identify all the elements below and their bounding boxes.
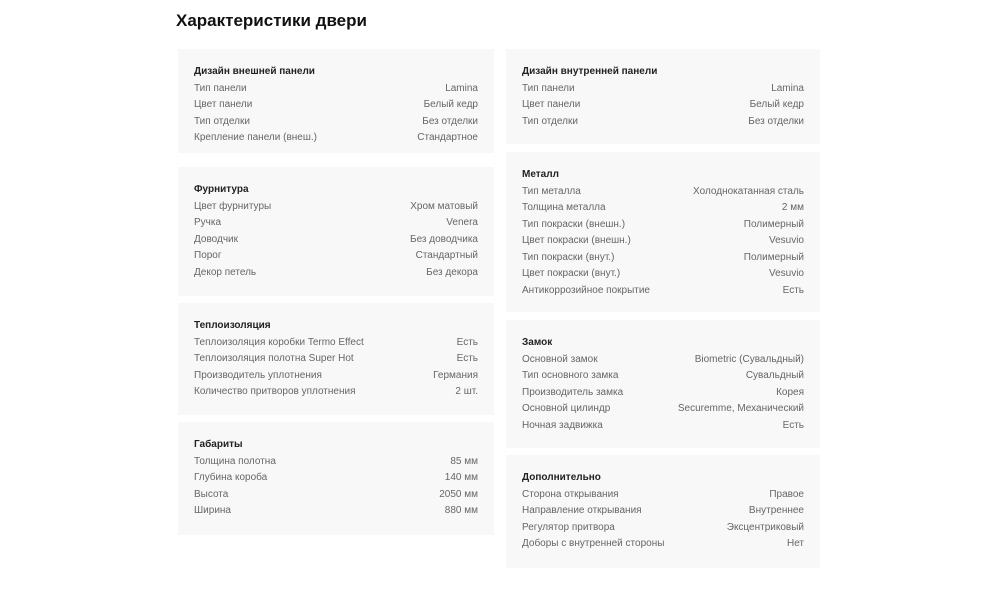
spec-label: Ручка xyxy=(194,217,222,229)
spec-label: Доборы с внутренней стороны xyxy=(522,538,665,550)
spec-label: Тип отделки xyxy=(522,115,578,127)
spec-row xyxy=(522,503,804,520)
spec-row xyxy=(522,249,804,266)
spec-label: Сторона открывания xyxy=(522,488,619,500)
section-insulation xyxy=(178,303,494,415)
spec-row xyxy=(522,384,804,401)
section-title: Дизайн внутренней панели xyxy=(522,66,658,77)
spec-row xyxy=(522,536,804,553)
spec-row xyxy=(194,334,478,351)
section-hardware xyxy=(178,167,494,296)
spec-label: Тип панели xyxy=(522,82,575,94)
spec-row xyxy=(522,486,804,503)
spec-value: Нет xyxy=(786,538,804,550)
spec-label: Крепление панели (внеш.) xyxy=(194,132,317,144)
spec-label: Толщина полотна xyxy=(194,455,276,467)
spec-row xyxy=(194,231,478,248)
spec-label: Цвет покраски (внешн.) xyxy=(522,235,631,247)
spec-row xyxy=(194,80,478,97)
spec-label: Тип покраски (внут.) xyxy=(522,251,615,263)
spec-label: Регулятор притвора xyxy=(522,521,615,533)
spec-value: 140 мм xyxy=(444,472,478,484)
spec-row xyxy=(522,368,804,385)
section-additional xyxy=(506,455,820,568)
spec-label: Глубина короба xyxy=(194,472,268,484)
spec-label: Порог xyxy=(194,250,222,262)
spec-value: 85 мм xyxy=(450,455,478,467)
page-title: Характеристики двери xyxy=(176,11,367,30)
spec-row xyxy=(522,183,804,200)
section-title: Габариты xyxy=(194,439,243,450)
spec-row xyxy=(522,519,804,536)
spec-row xyxy=(522,351,804,368)
spec-label: Направление открывания xyxy=(522,505,642,517)
spec-value: Белый кедр xyxy=(749,99,804,111)
section-title: Дизайн внешней панели xyxy=(194,66,315,77)
spec-label: Толщина металла xyxy=(522,202,606,214)
spec-value: 2 мм xyxy=(781,202,804,214)
spec-label: Тип отделки xyxy=(194,115,250,127)
spec-label: Цвет фурнитуры xyxy=(194,200,272,212)
spec-value: Securemme, Механический xyxy=(677,403,804,415)
spec-value: Без декора xyxy=(426,266,478,278)
section-outer-panel xyxy=(178,49,494,153)
spec-label: Ночная задвижка xyxy=(522,419,603,431)
spec-row xyxy=(194,384,478,401)
spec-value: Холоднокатанная сталь xyxy=(693,185,804,197)
spec-row xyxy=(194,130,478,147)
spec-value: Lamina xyxy=(445,82,478,94)
section-title: Металл xyxy=(522,169,559,180)
spec-row xyxy=(522,200,804,217)
spec-row xyxy=(194,453,478,470)
spec-value: Хром матовый xyxy=(410,200,478,212)
spec-value: Сувальдный xyxy=(745,370,804,382)
spec-value: Стандартный xyxy=(415,250,478,262)
spec-value: Внутреннее xyxy=(748,505,804,517)
spec-row xyxy=(522,233,804,250)
spec-label: Теплоизоляция полотна Super Hot xyxy=(194,353,354,365)
spec-row xyxy=(194,470,478,487)
spec-value: Без отделки xyxy=(748,115,804,127)
spec-row xyxy=(194,97,478,114)
spec-value: Корея xyxy=(776,386,804,398)
spec-row xyxy=(522,417,804,434)
spec-value: Правое xyxy=(769,488,804,500)
spec-value: Германия xyxy=(433,369,478,381)
spec-label: Высота xyxy=(194,488,229,500)
spec-value: Белый кедр xyxy=(423,99,478,111)
spec-row xyxy=(194,113,478,130)
spec-value: Без отделки xyxy=(422,115,478,127)
spec-value: Есть xyxy=(456,353,478,365)
spec-row xyxy=(194,248,478,265)
spec-value: Vesuvio xyxy=(768,235,804,247)
spec-value: 2050 мм xyxy=(439,488,478,500)
spec-label: Цвет панели xyxy=(194,99,253,111)
spec-row xyxy=(522,80,804,97)
spec-row xyxy=(522,266,804,283)
spec-value: 2 шт. xyxy=(455,386,478,398)
spec-row xyxy=(522,216,804,233)
spec-label: Антикоррозийное покрытие xyxy=(522,284,650,296)
spec-value: Полимерный xyxy=(743,251,804,263)
spec-row xyxy=(194,215,478,232)
spec-value: Полимерный xyxy=(743,218,804,230)
spec-label: Цвет панели xyxy=(522,99,581,111)
spec-row xyxy=(194,351,478,368)
section-title: Замок xyxy=(522,337,553,348)
spec-row xyxy=(194,503,478,520)
spec-label: Производитель замка xyxy=(522,386,624,398)
spec-label: Основной замок xyxy=(522,353,598,365)
spec-row xyxy=(194,486,478,503)
section-dimensions xyxy=(178,422,494,535)
spec-label: Количество притворов уплотнения xyxy=(194,386,356,398)
spec-label: Основной цилиндр xyxy=(522,403,611,415)
spec-label: Ширина xyxy=(194,505,231,517)
spec-label: Тип основного замка xyxy=(522,370,619,382)
spec-value: Vesuvio xyxy=(768,268,804,280)
spec-value: Эксцентриковый xyxy=(726,521,804,533)
section-title: Дополнительно xyxy=(522,472,601,483)
spec-value: Lamina xyxy=(771,82,804,94)
spec-row xyxy=(522,97,804,114)
spec-label: Тип покраски (внешн.) xyxy=(522,218,626,230)
spec-value: Стандартное xyxy=(417,132,478,144)
spec-row xyxy=(194,367,478,384)
spec-value: 880 мм xyxy=(444,505,478,517)
spec-value: Без доводчика xyxy=(410,233,478,245)
spec-label: Декор петель xyxy=(194,266,257,278)
spec-value: Есть xyxy=(456,336,478,348)
spec-value: Venera xyxy=(446,217,478,229)
section-title: Теплоизоляция xyxy=(194,320,271,331)
section-inner-panel xyxy=(506,49,820,144)
spec-value: Biometric (Сувальдный) xyxy=(694,353,804,365)
spec-label: Цвет покраски (внут.) xyxy=(522,268,621,280)
spec-label: Доводчик xyxy=(194,233,238,245)
section-lock xyxy=(506,320,820,448)
spec-row xyxy=(194,198,478,215)
spec-label: Тип металла xyxy=(522,185,581,197)
section-metal xyxy=(506,152,820,312)
spec-label: Тип панели xyxy=(194,82,247,94)
spec-row xyxy=(522,113,804,130)
spec-row xyxy=(522,401,804,418)
section-title: Фурнитура xyxy=(194,184,249,195)
spec-row xyxy=(522,282,804,299)
spec-row xyxy=(194,264,478,281)
spec-value: Есть xyxy=(782,419,804,431)
spec-label: Производитель уплотнения xyxy=(194,369,322,381)
spec-label: Теплоизоляция коробки Termo Effect xyxy=(194,336,364,348)
spec-value: Есть xyxy=(782,284,804,296)
